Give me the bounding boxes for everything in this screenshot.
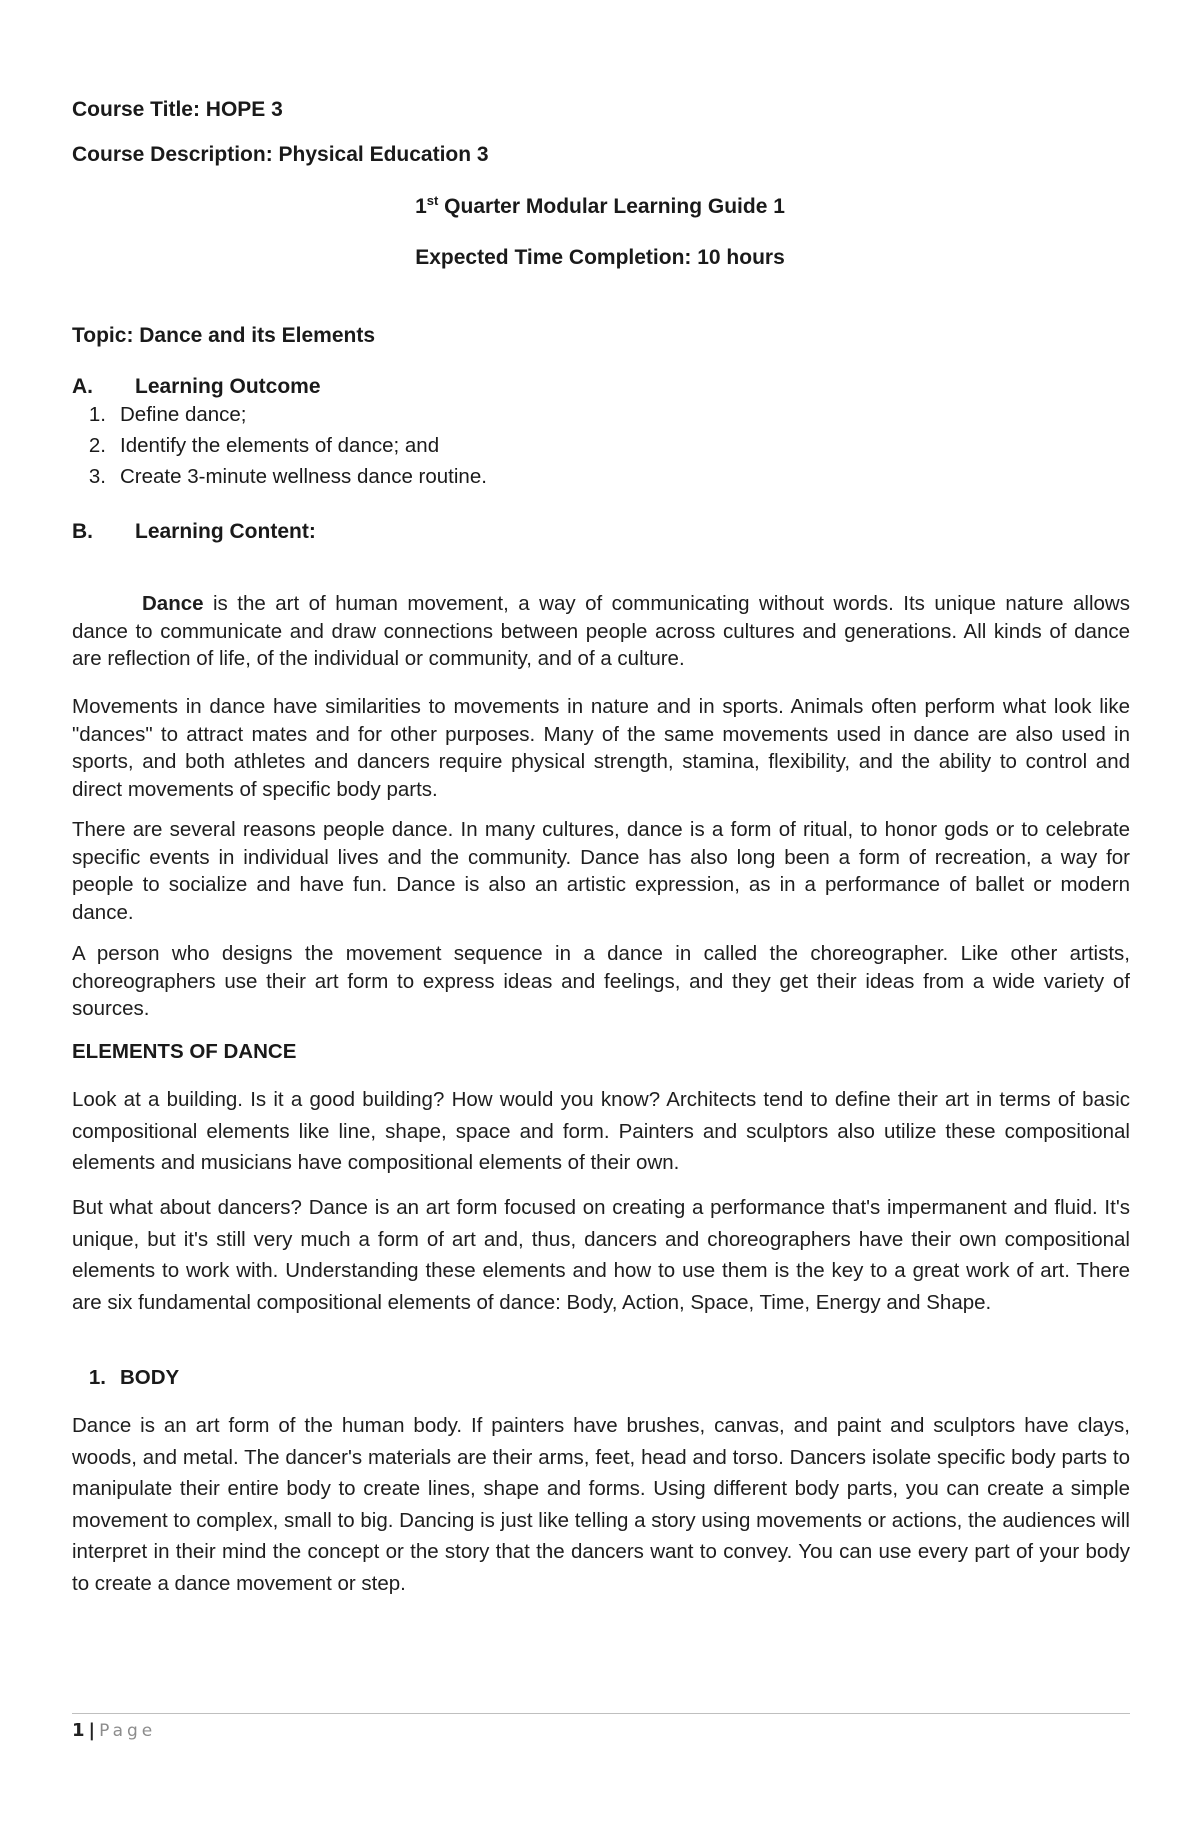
section-a-title: Learning Outcome — [135, 375, 321, 398]
paragraph-dancers: But what about dancers? Dance is an art form focused on creating a performance that's impermanent and fluid. It's unique, but it's still very much a form of art and, thus, dancers and choreographers have their own compositional elements to work with. Understanding these elements and how to use them is the key to a great work of art. There are six fundamental compositional elements of dance: Body, Action, Space, Time, Energy and Shape. — [72, 1196, 1130, 1314]
dance-term: Dance — [142, 592, 204, 615]
course-description: Course Description: Physical Education 3 — [72, 143, 489, 166]
paragraph-reasons: There are several reasons people dance. In many cultures, dance is a form of ritual, to honor gods or to celebrate specific events in individual lives and the community. Dance has also long been a form of recreation, a way for people to socialize and have fun. Dance is also an artistic expression, as in a performance of ballet or modern dance. — [72, 818, 1130, 924]
section-a-heading — [72, 375, 1130, 399]
paragraph-movements: Movements in dance have similarities to movements in nature and in sports. Animals often perform what look like "dances" to attract mates and for other purposes. Many of the same movements used in dance are also used in sports, and both athletes and dancers require physical strength, stamina, flexibility, and the ability to control and direct movements of specific body parts. — [72, 695, 1130, 801]
elements-heading: ELEMENTS OF DANCE — [72, 1040, 297, 1063]
list-item: 3. Create 3-minute wellness dance routine. — [88, 465, 487, 488]
guide-num: 1 — [415, 195, 427, 218]
paragraph-building: Look at a building. Is it a good building? How would you know? Architects tend to define their art in terms of basic compositional elements like line, shape, space and form. Painters and sculptors also utilize these compositional elements and musicians have compositional elements of their own. — [72, 1088, 1130, 1174]
body-num: 1. — [88, 1366, 106, 1389]
expected-time: Expected Time Completion: 10 hours — [415, 246, 785, 269]
course-title: Course Title: HOPE 3 — [72, 98, 283, 121]
footer-separator: | — [88, 1720, 96, 1741]
body-title: BODY — [120, 1366, 180, 1389]
list-item: 2. Identify the elements of dance; and — [88, 434, 440, 457]
page-footer — [72, 1720, 156, 1741]
guide-rest: Quarter Modular Learning Guide 1 — [438, 195, 785, 218]
paragraph-choreographer: A person who designs the movement sequence in a dance in called the choreographer. Like other artists, choreographers use their art form to express ideas and feelings, and they get their ideas from a wide variety of sources. — [72, 942, 1130, 1020]
section-b-letter: B. — [72, 520, 93, 543]
footer-divider — [72, 1713, 1130, 1714]
section-b-title: Learning Content: — [135, 520, 316, 543]
paragraph-dance-definition: Dance is the art of human movement, a way of communicating without words. Its unique nature allows dance to communicate and draw connections between people across cultures and generations. All kinds of dance are reflection of life, of the individual or community, and of a culture. — [72, 592, 1130, 670]
topic: Topic: Dance and its Elements — [72, 324, 376, 347]
page-number: 1 — [72, 1720, 85, 1741]
paragraph-body: Dance is an art form of the human body. If painters have brushes, canvas, and paint and sculptors have clays, woods, and metal. The dancer's materials are their arms, feet, head and torso. Dancers isolate specific body parts to manipulate their entire body to create lines, shape and forms. Using different body parts, you can create a simple movement to complex, small to big. Dancing is just like telling a story using movements or actions, the audiences will interpret in their mind the concept or the story that the dancers want to convey. You can use every part of your body to create a dance movement or step. — [72, 1414, 1130, 1595]
section-b-heading — [72, 520, 1130, 544]
list-item: 1. Define dance; — [88, 403, 247, 426]
page-label: Page — [99, 1721, 157, 1741]
guide-sup: st — [426, 193, 439, 208]
learning-outcome-list — [72, 399, 487, 492]
body-heading — [72, 1366, 1130, 1390]
section-a-letter: A. — [72, 375, 93, 398]
guide-title — [0, 195, 1200, 219]
